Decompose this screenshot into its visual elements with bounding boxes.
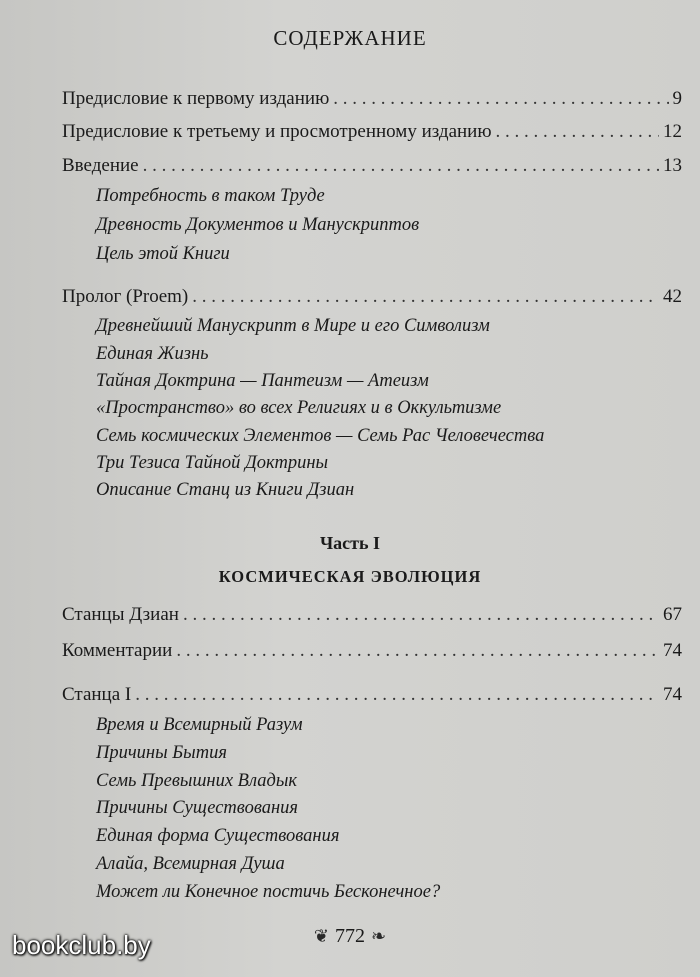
toc-entry-page: 42	[663, 286, 682, 307]
toc-subentry: Три Тезиса Тайной Доктрины	[96, 453, 329, 473]
toc-entry-page: 74	[663, 640, 682, 661]
toc-subentry: Семь Превышних Владык	[96, 771, 298, 791]
toc-subentry: Цель этой Книги	[96, 244, 230, 264]
toc-subentry: Потребность в таком Труде	[96, 186, 325, 206]
toc-subentry: Причины Существования	[96, 798, 299, 818]
toc-entry-label: Предисловие к первому изданию	[62, 88, 330, 109]
leader-dots	[176, 640, 659, 662]
ornament-icon: ❦	[313, 926, 329, 946]
toc-entry	[62, 640, 682, 662]
watermark: bookclub.by	[12, 930, 151, 960]
toc-entry-label: Введение	[62, 155, 139, 176]
toc-entry-page: 67	[663, 604, 682, 625]
toc-subentry: Единая форма Существования	[96, 826, 340, 846]
toc-entry-label: Пролог (Proem)	[62, 286, 189, 307]
toc-entry-page: 12	[663, 121, 682, 142]
toc-subentry: Причины Бытия	[96, 743, 227, 763]
page-number: 772	[335, 925, 365, 947]
toc-entry-label: Станца I	[62, 684, 132, 705]
leader-dots	[496, 121, 659, 143]
toc-entry-page: 13	[663, 155, 682, 176]
page-title: СОДЕРЖАНИЕ	[273, 26, 427, 50]
toc-subentry: Описание Станц из Книги Дзиан	[96, 480, 355, 500]
leader-dots	[183, 604, 659, 626]
toc-subentry: Может ли Конечное постичь Бесконечное?	[96, 882, 441, 902]
toc-subentry: Древнейший Манускрипт в Мире и его Символизм	[96, 316, 490, 336]
toc-entry-label: Предисловие к третьему и просмотренному изданию	[62, 121, 492, 142]
toc-entry-label: Комментарии	[62, 640, 173, 661]
leader-dots	[135, 684, 659, 706]
toc-entry	[62, 684, 682, 706]
toc-entry	[62, 121, 682, 143]
part-title: КОСМИЧЕСКАЯ ЭВОЛЮЦИЯ	[218, 567, 482, 586]
leader-dots	[333, 88, 668, 110]
toc-entry	[62, 604, 682, 626]
toc-subentry: Тайная Доктрина — Пантеизм — Атеизм	[96, 371, 429, 391]
toc-entry	[62, 88, 682, 110]
toc-subentry: Древность Документов и Манускриптов	[96, 215, 420, 235]
toc-subentry: «Пространство» во всех Религиях и в Оккультизме	[96, 398, 502, 418]
leader-dots	[192, 286, 659, 308]
toc-entry	[62, 155, 682, 177]
toc-entry-page: 74	[663, 684, 682, 705]
toc-subentry: Время и Всемирный Разум	[96, 715, 303, 735]
toc-subentry: Единая Жизнь	[96, 344, 209, 364]
toc-entry-label: Станцы Дзиан	[62, 604, 179, 625]
toc-subentry: Алайа, Всемирная Душа	[96, 854, 285, 874]
toc-entry	[62, 286, 682, 308]
toc-subentry: Семь космических Элементов — Семь Рас Человечества	[96, 426, 545, 446]
ornament-icon: ❧	[371, 926, 387, 946]
toc-entry-page: 9	[672, 88, 682, 109]
part-label: Часть I	[319, 533, 381, 553]
leader-dots	[143, 155, 659, 177]
